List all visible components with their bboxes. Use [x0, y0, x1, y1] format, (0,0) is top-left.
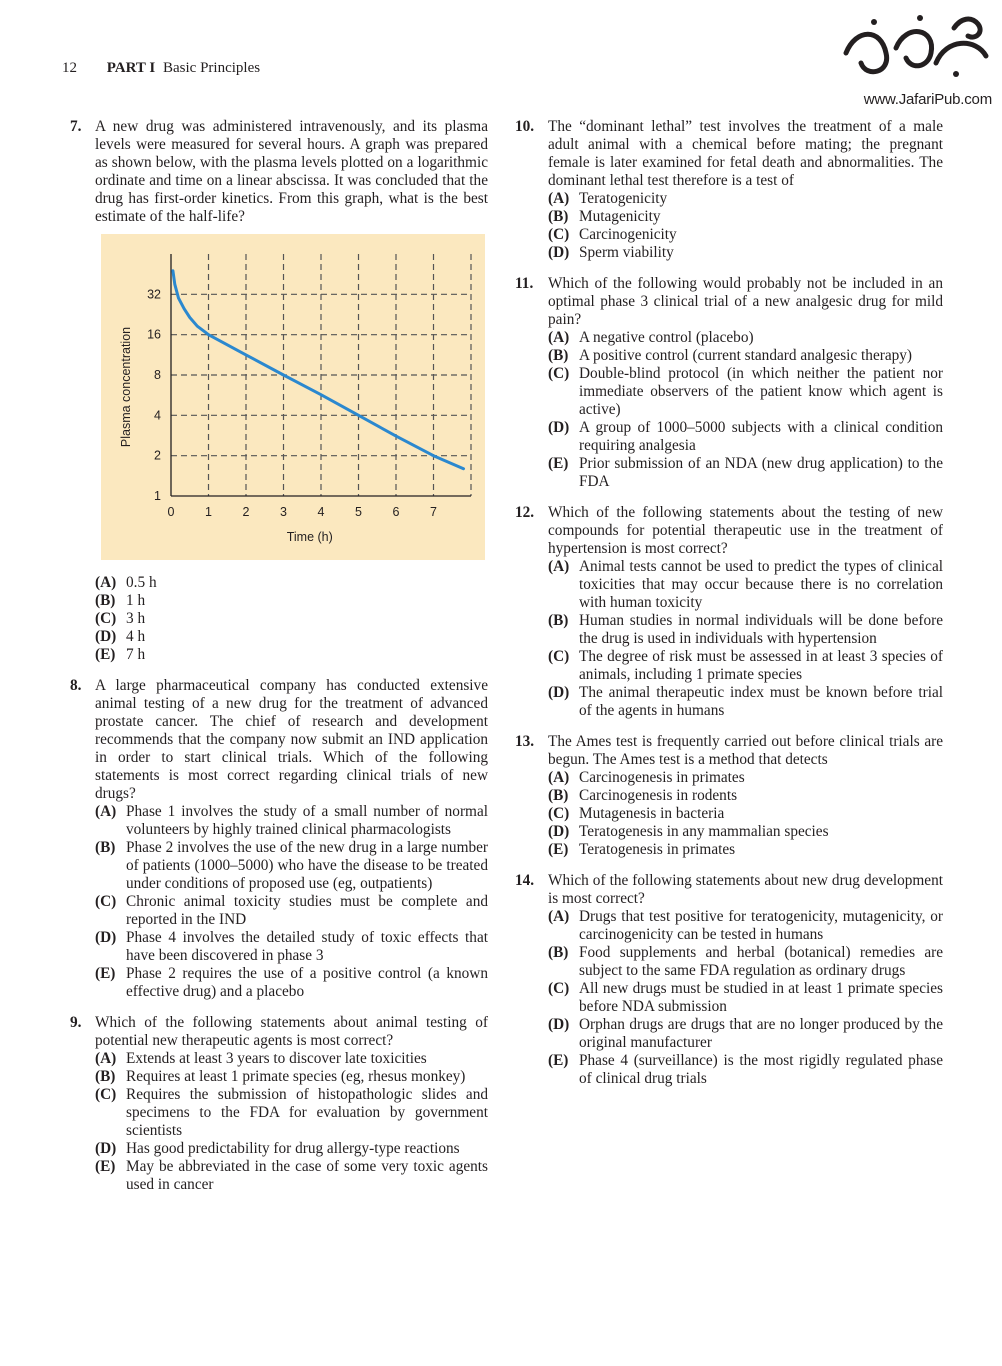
option-c[interactable]	[548, 805, 943, 823]
option-text: May be abbreviated in the case of some very toxic agents used in cancer	[126, 1158, 488, 1193]
option-label: (D)	[548, 684, 570, 701]
question-number: 14.	[515, 872, 535, 889]
option-b[interactable]	[95, 839, 488, 893]
option-e[interactable]	[548, 455, 943, 491]
option-text: Prior submission of an NDA (new drug application) to the FDA	[579, 455, 943, 490]
x-tick-label: 2	[242, 505, 250, 519]
option-label: (B)	[548, 787, 569, 804]
question-stem: A large pharmaceutical company has conducted extensive animal testing of a new drug for the treatment of advanced prostate cancer. The chief of research and development recommends that the company now submit an IND application in order to start clinical trials. Which of the following statements is most correct regarding clinical trials of new drugs?	[95, 677, 488, 802]
option-text: Has good predictability for drug allergy-type reactions	[126, 1140, 460, 1157]
question-stem: Which of the following statements about new drug development is most correct?	[548, 872, 943, 907]
option-label: (D)	[95, 1140, 117, 1157]
option-text: Sperm viability	[579, 244, 674, 261]
option-label: (C)	[548, 365, 570, 382]
option-text: Drugs that test positive for teratogenicity, mutagenicity, or carcinogenicity can be tested in humans	[579, 908, 943, 943]
options-list	[548, 769, 943, 859]
option-text: Orphan drugs are drugs that are no longer produced by the original manufacturer	[579, 1016, 943, 1051]
option-text: A negative control (placebo)	[579, 329, 754, 346]
question-number: 9.	[70, 1014, 82, 1031]
option-e[interactable]	[95, 646, 488, 664]
option-d[interactable]	[95, 929, 488, 965]
option-label: (B)	[548, 347, 569, 364]
question-stem: A new drug was administered intravenously, and its plasma levels were measured for several hours. A graph was prepared as shown below, with the plasma levels plotted on a logarithmic ordinate and time on a linear abscissa. It was concluded that the drug has first-order kinetics. From this graph, what is the best estimate of the half-life?	[95, 118, 488, 225]
option-label: (E)	[548, 841, 569, 858]
question-number: 12.	[515, 504, 535, 521]
option-label: (A)	[548, 329, 570, 346]
options-list	[95, 1050, 488, 1194]
option-label: (E)	[548, 1052, 569, 1069]
calligraphy-logo-icon	[836, 8, 996, 88]
option-a[interactable]	[548, 558, 943, 612]
option-label: (D)	[548, 823, 570, 840]
option-c[interactable]	[548, 226, 943, 244]
option-text: Teratogenesis in any mammalian species	[579, 823, 829, 840]
option-e[interactable]	[95, 965, 488, 1001]
question-stem: Which of the following would probably not be included in an optimal phase 3 clinical trial of a new analgesic drug for mild pain?	[548, 275, 943, 328]
option-b[interactable]	[548, 347, 943, 365]
option-label: (B)	[548, 944, 569, 961]
option-label: (E)	[95, 1158, 116, 1175]
option-text: Phase 4 involves the detailed study of toxic effects that have been discovered in phase 3	[126, 929, 488, 964]
question-11	[515, 275, 943, 491]
options-list	[95, 803, 488, 1001]
option-e[interactable]	[95, 1158, 488, 1194]
option-b[interactable]	[95, 592, 488, 610]
options-list	[548, 558, 943, 720]
option-a[interactable]	[95, 574, 488, 592]
page-number: 12	[62, 60, 77, 76]
option-d[interactable]	[548, 823, 943, 841]
option-text: Requires the submission of histopathologic slides and specimens to the FDA for evaluation by government scientists	[126, 1086, 488, 1139]
option-a[interactable]	[548, 908, 943, 944]
option-text: Carcinogenesis in rodents	[579, 787, 738, 804]
option-label: (C)	[548, 648, 570, 665]
option-label: (A)	[548, 558, 570, 575]
option-text: 0.5 h	[126, 574, 157, 591]
option-text: Phase 4 (surveillance) is the most rigidly regulated phase of clinical drug trials	[579, 1052, 943, 1087]
option-label: (B)	[95, 592, 116, 609]
question-8	[70, 677, 488, 1001]
question-14	[515, 872, 943, 1088]
option-label: (C)	[548, 980, 570, 997]
question-13	[515, 733, 943, 859]
option-label: (A)	[548, 908, 570, 925]
option-text: Food supplements and herbal (botanical) remedies are subject to the same FDA regulation as ordinary drugs	[579, 944, 943, 979]
option-text: The animal therapeutic index must be known before trial of the agents in humans	[579, 684, 943, 719]
y-tick-label: 16	[147, 327, 161, 342]
option-a[interactable]	[548, 769, 943, 787]
option-label: (D)	[95, 929, 117, 946]
option-c[interactable]	[548, 980, 943, 1016]
option-text: Phase 1 involves the study of a small number of normal volunteers by highly trained clinical pharmacologists	[126, 803, 488, 838]
question-7	[70, 118, 488, 664]
x-tick-label: 7	[430, 505, 437, 519]
option-label: (C)	[95, 1086, 117, 1103]
option-label: (C)	[548, 805, 570, 822]
option-label: (C)	[95, 893, 117, 910]
option-text: Carcinogenesis in primates	[579, 769, 745, 786]
y-tick-label: 2	[154, 448, 161, 463]
option-d[interactable]	[548, 419, 943, 455]
option-text: A group of 1000–5000 subjects with a clinical condition requiring analgesia	[579, 419, 943, 454]
option-text: Phase 2 involves the use of the new drug in a large number of patients (1000–5000) who have the disease to be treated under conditions of proposed use (eg, outpatients)	[126, 839, 488, 892]
question-number: 10.	[515, 118, 535, 135]
question-number: 8.	[70, 677, 82, 694]
plasma-concentration-chart	[101, 234, 485, 560]
option-label: (B)	[95, 839, 116, 856]
option-text: Carcinogenicity	[579, 226, 677, 243]
option-a[interactable]	[548, 190, 943, 208]
part-title: Basic Principles	[163, 60, 261, 76]
option-d[interactable]	[548, 244, 943, 262]
option-d[interactable]	[548, 1016, 943, 1052]
x-axis-title: Time (h)	[286, 530, 333, 544]
option-a[interactable]	[95, 1050, 488, 1068]
y-axis-title: Plasma concentration	[119, 326, 133, 448]
y-tick-label: 1	[154, 489, 161, 503]
y-tick-label: 8	[154, 368, 161, 382]
option-e[interactable]	[548, 841, 943, 859]
option-label: (B)	[548, 208, 569, 225]
x-tick-label: 3	[280, 505, 287, 519]
chart-svg	[101, 234, 485, 560]
option-label: (A)	[548, 190, 570, 207]
question-stem: The “dominant lethal” test involves the treatment of a male adult animal with a chemical before mating; the pregnant female is later examined for fetal death and abnormalities. The dominant lethal test therefore is a test of	[548, 118, 943, 189]
option-text: Human studies in normal individuals will be done before the drug is used in individuals with hypertension	[579, 612, 943, 647]
option-text: Animal tests cannot be used to predict the types of clinical toxicities that may occur because there is no correlation with human toxicity	[579, 558, 943, 611]
option-text: Mutagenicity	[579, 208, 661, 225]
option-b[interactable]	[95, 1068, 488, 1086]
question-stem: Which of the following statements about animal testing of potential new therapeutic agents is most correct?	[95, 1014, 488, 1049]
options-list	[548, 329, 943, 491]
x-tick-label: 4	[317, 505, 325, 519]
option-label: (B)	[548, 612, 569, 629]
option-label: (E)	[95, 646, 116, 663]
option-d[interactable]	[548, 684, 943, 720]
option-label: (B)	[95, 1068, 116, 1085]
option-label: (A)	[548, 769, 570, 786]
option-text: 1 h	[126, 592, 146, 609]
option-d[interactable]	[95, 628, 488, 646]
option-label: (C)	[548, 226, 570, 243]
option-b[interactable]	[548, 944, 943, 980]
option-a[interactable]	[95, 803, 488, 839]
question-stem: Which of the following statements about the testing of new compounds for potential therapeutic use in the treatment of hypertension is most correct?	[548, 504, 943, 557]
option-text: Double-blind protocol (in which neither the patient nor immediate observers of the patient know which agent is active)	[579, 365, 943, 418]
question-10	[515, 118, 943, 262]
option-text: Extends at least 3 years to discover late toxicities	[126, 1050, 427, 1067]
option-text: Mutagenesis in bacteria	[579, 805, 725, 822]
option-label: (E)	[95, 965, 116, 982]
left-column	[70, 118, 488, 1207]
y-tick-label: 32	[147, 287, 161, 302]
option-text: 7 h	[126, 646, 146, 663]
option-c[interactable]	[548, 365, 943, 419]
option-text: 4 h	[126, 628, 146, 645]
option-label: (E)	[548, 455, 569, 472]
option-b[interactable]	[548, 787, 943, 805]
x-tick-label: 0	[167, 505, 175, 519]
x-tick-label: 5	[355, 505, 362, 519]
option-label: (C)	[95, 610, 117, 627]
question-9	[70, 1014, 488, 1194]
option-label: (D)	[95, 628, 117, 645]
option-label: (A)	[95, 803, 117, 820]
question-number: 13.	[515, 733, 535, 750]
publisher-url: www.JafariPub.com	[863, 91, 992, 108]
option-label: (D)	[548, 1016, 570, 1033]
option-text: Requires at least 1 primate species (eg, rhesus monkey)	[126, 1068, 466, 1085]
option-text: Teratogenesis in primates	[579, 841, 736, 858]
option-c[interactable]	[95, 1086, 488, 1140]
option-label: (D)	[548, 419, 570, 436]
options-list	[548, 908, 943, 1088]
option-text: All new drugs must be studied in at least 1 primate species before NDA submission	[579, 980, 943, 1015]
option-text: Phase 2 requires the use of a positive control (a known effective drug) and a placebo	[126, 965, 488, 1000]
options-list	[548, 190, 943, 262]
option-c[interactable]	[548, 648, 943, 684]
question-number: 11.	[515, 275, 534, 292]
question-12	[515, 504, 943, 720]
option-label: (A)	[95, 574, 117, 591]
right-column	[515, 118, 943, 1101]
question-number: 7.	[70, 118, 82, 135]
option-label: (D)	[548, 244, 570, 261]
option-text: Chronic animal toxicity studies must be complete and reported in the IND	[126, 893, 488, 928]
part-label: PART I	[106, 60, 156, 76]
option-d[interactable]	[95, 1140, 488, 1158]
option-c[interactable]	[95, 893, 488, 929]
option-b[interactable]	[548, 612, 943, 648]
option-text: A positive control (current standard analgesic therapy)	[579, 347, 913, 364]
option-label: (A)	[95, 1050, 117, 1067]
x-tick-label: 1	[205, 505, 212, 519]
option-text: Teratogenicity	[579, 190, 668, 207]
x-tick-label: 6	[392, 505, 400, 519]
option-e[interactable]	[548, 1052, 943, 1088]
question-stem: The Ames test is frequently carried out before clinical trials are begun. The Ames test is a method that detects	[548, 733, 943, 768]
option-b[interactable]	[548, 208, 943, 226]
option-a[interactable]	[548, 329, 943, 347]
page-header	[62, 60, 260, 77]
option-c[interactable]	[95, 610, 488, 628]
options-list	[95, 574, 488, 664]
option-text: The degree of risk must be assessed in at least 3 species of animals, including 1 primate species	[579, 648, 943, 683]
chart-background	[101, 234, 485, 560]
option-text: 3 h	[126, 610, 146, 627]
publisher-logo	[836, 8, 996, 108]
y-tick-label: 4	[154, 408, 161, 423]
